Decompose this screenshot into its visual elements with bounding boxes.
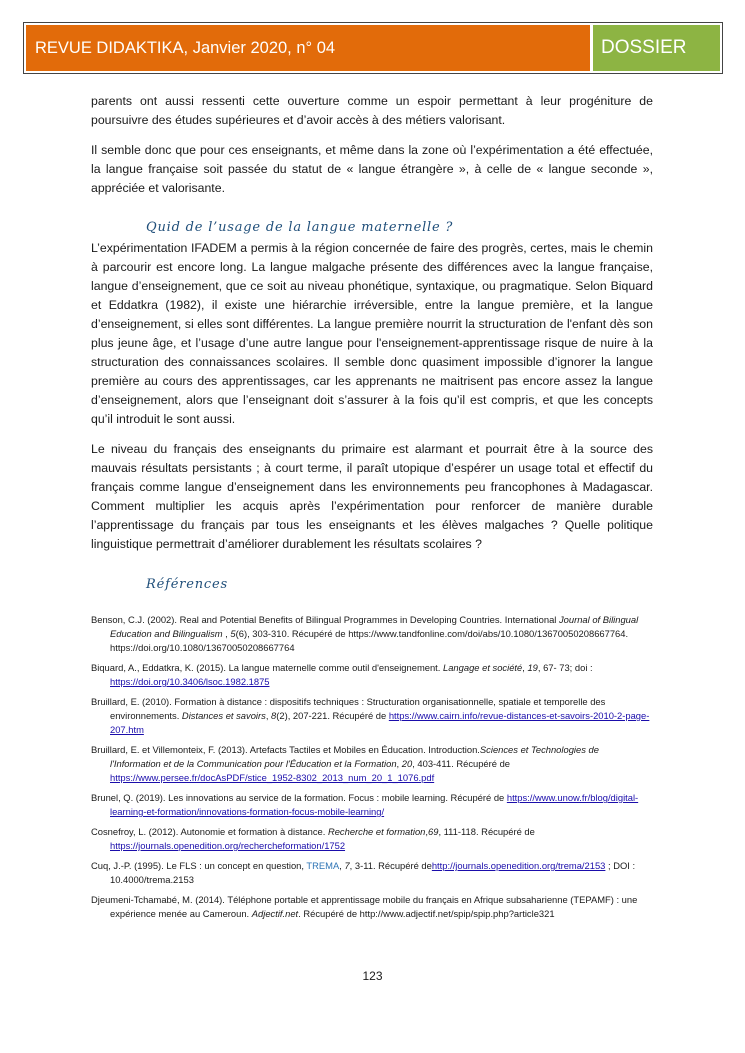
intro-text — [91, 92, 653, 209]
reference-list — [91, 613, 651, 927]
page-number: 123 — [362, 969, 383, 983]
reference-text: 19 — [527, 662, 538, 673]
reference-text: Recherche et formation — [327, 826, 426, 837]
reference-text: . Récupéré de http://www.adjectif.net/spip/spip.php?article321 — [298, 908, 555, 919]
reference-text: 20 — [401, 758, 413, 769]
reference-entry — [91, 661, 651, 689]
paragraph: parents ont aussi ressenti cette ouverture comme un espoir permettant à leur progéniture de poursuivre des études supérieures et d’avoir accès à des métiers valorisant. — [91, 94, 653, 127]
reference-text: Adjectif.net — [251, 908, 299, 919]
reference-text: , 111-118. Récupéré de — [438, 826, 535, 837]
page-header — [23, 22, 723, 74]
reference-text: Bruillard, E. et Villemonteix, F. (2013). Artefacts Tactiles et Mobiles en Éducation. Introduction. — [91, 744, 480, 755]
reference-text: (6), 303-310. Récupéré de https://www.tandfonline.com/doi/abs/10.1080/13670050208667764. https://doi.org/10.1080/13670050208667764 — [110, 628, 629, 653]
reference-text: (2), 207-221. Récupéré de — [276, 710, 389, 721]
reference-text: , — [396, 758, 402, 769]
reference-link[interactable]: https://www.persee.fr/docAsPDF/stice_1952-8302_2013_num_20_1_1076.pdf — [110, 772, 435, 783]
reference-text: , — [522, 662, 528, 673]
reference-text: Distances et savoirs — [181, 710, 266, 721]
reference-text: Sciences et Technologies de l'Information et de la Communication pour l'Éducation et la Formation — [110, 744, 599, 769]
reference-entry — [91, 825, 651, 853]
reference-text: , 403-411. Récupéré de — [412, 758, 511, 769]
reference-text: , 3-11. Récupéré de — [349, 860, 432, 871]
reference-entry — [91, 613, 651, 655]
reference-link[interactable]: https://www.unow.fr/blog/digital-learning-et-formation/innovations-formation-focus-mobile-learning/ — [110, 792, 639, 817]
reference-text: , — [425, 826, 428, 837]
reference-entry — [91, 893, 651, 921]
reference-text: Cosnefroy, L. (2012). Autonomie et formation à distance. — [91, 826, 328, 837]
reference-entry — [91, 695, 651, 737]
reference-text: Journal of Bilingual Education and Bilingualism — [110, 614, 639, 639]
reference-entry — [91, 743, 651, 785]
paragraph: Il semble donc que pour ces enseignants, et même dans la zone où l’expérimentation a été effectuée, la langue française soit passée du statut de « langue étrangère », à celle de « langue seconde », appréciée et valorisante. — [91, 143, 653, 195]
reference-text: , — [339, 860, 345, 871]
reference-text: Djeumeni-Tchamabé, M. (2014). Téléphone portable et apprentissage mobile du français en Afrique subsaharienne (TEPAMF) : une expérience menée au Cameroun. — [91, 894, 638, 919]
reference-link[interactable]: https://doi.org/10.3406/lsoc.1982.1875 — [110, 676, 270, 687]
reference-text: 7 — [344, 860, 350, 871]
reference-text: 69 — [428, 826, 439, 837]
reference-text: TREMA — [306, 860, 340, 871]
reference-entry — [91, 859, 651, 887]
references-heading: Références — [146, 577, 228, 592]
reference-text: , 67- 73; doi : — [537, 662, 593, 673]
reference-text: Biquard, A., Eddatkra, K. (2015). La langue maternelle comme outil d'enseignement. — [91, 662, 443, 673]
reference-text: Brunel, Q. (2019). Les innovations au service de la formation. Focus : mobile learning. Récupéré de — [91, 792, 507, 803]
reference-link[interactable]: https://journals.openedition.org/rechercheformation/1752 — [110, 840, 346, 851]
section-heading: Quid de l’usage de la langue maternelle ? — [146, 220, 454, 235]
reference-text: Bruillard, E. (2010). Formation à distance : dispositifs techniques : Structuration organisationnelle, spatiale et temporelle des environnements. — [91, 696, 606, 721]
section-label: DOSSIER — [593, 25, 720, 71]
reference-link[interactable]: http://journals.openedition.org/trema/2153 — [431, 860, 606, 871]
reference-entry — [91, 791, 651, 819]
reference-text: , — [265, 710, 272, 721]
reference-text: Cuq, J.-P. (1995). Le FLS : un concept en question, — [91, 860, 307, 871]
reference-text: 5 — [230, 628, 236, 639]
paragraph: Le niveau du français des enseignants du primaire est alarmant et pourrait être à la source des mauvais résultats persistants ; à court terme, il paraît utopique d’espérer un usage total et effectif du français comme langue d’enseignement dans les environnements peu francophones à Madagascar. Comment multiplier les acquis après l’expérimentation pour renforcer de manière durable l’apprentissage du français par tous les enseignants et les élèves malgaches ? Quelle politique linguistique permettrait d’améliorer durablement les résultats scolaires ? — [91, 442, 653, 551]
reference-text: Langage et société — [443, 662, 523, 673]
reference-link[interactable]: https://www.cairn.info/revue-distances-et-savoirs-2010-2-page-207.htm — [110, 710, 650, 735]
reference-text: ; DOI : 10.4000/trema.2153 — [110, 860, 636, 885]
paragraph: L’expérimentation IFADEM a permis à la région concernée de faire des progrès, certes, mais le chemin à parcourir est encore long. La langue malgache présente des différences avec la langue française, langue d’enseignement, que ce soit au niveau phonétique, syntaxique, ou pragmatique. Selon Biquard et Eddatkra (1982), il existe une hiérarchie irréversible, entre la langue première, et la langue d’enseignement, si elles sont différentes. La langue première nourrit la structuration de l'enfant dès son plus jeune âge, et l’usage d’une autre langue pour l'enseignement-apprentissage risque de nuire à la structuration des connaissances scolaires. Il semble donc quasiment impossible d’ignorer la langue première au cours des apprentissages, car les apprenants ne maitrisent pas encore assez la langue d’enseignement, alors que l’enseignant doit s’assurer à la fois qu’il est compris, et que les concepts qu’il introduit le sont aussi. — [91, 241, 653, 426]
reference-text: , — [222, 628, 231, 639]
main-text — [91, 239, 653, 565]
reference-text: 8 — [271, 710, 277, 721]
reference-text: Benson, C.J. (2002). Real and Potential Benefits of Bilingual Programmes in Developing Countries. International — [91, 614, 559, 625]
journal-title: REVUE DIDAKTIKA, Janvier 2020, n° 04 — [26, 25, 590, 71]
